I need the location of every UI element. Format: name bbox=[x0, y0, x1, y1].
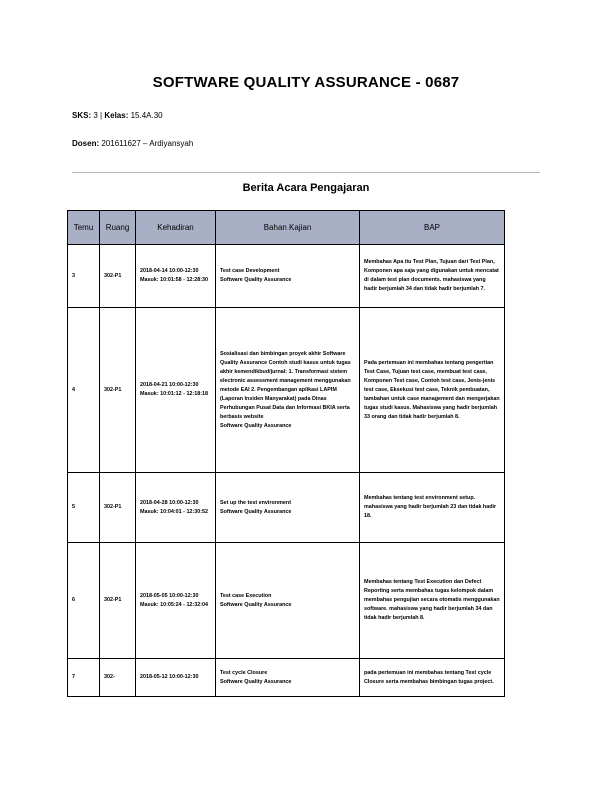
kelas-value: 15.4A.30 bbox=[130, 111, 163, 120]
cell-bahan-kajian bbox=[216, 245, 360, 308]
bap-table bbox=[67, 210, 505, 697]
header-bap: BAP bbox=[360, 211, 505, 245]
header-bahan-kajian: Bahan Kajian bbox=[216, 211, 360, 245]
cell-ruang: 302-P1 bbox=[100, 308, 136, 473]
attendance-time: Masuk: 10:01:58 - 12:28:30 bbox=[140, 277, 209, 283]
sks-label: SKS: bbox=[72, 111, 92, 120]
topic: Test case Development bbox=[220, 268, 280, 274]
cell-bap: Pada pertemuan ini membahas tentang pengertian Test Case, Tujuan test case, membuat test case, Komponen Test case, Contoh test case, Jenis-jenis test case, Eksekusi test case, Teknik pembuatan, tambahan untuk case management dan mengerjakan tugas studi kasus. Mahasiswa yang hadir berjumlah 33 orang dan tidak hadir berjumlah 8. bbox=[360, 308, 505, 473]
schedule-time: 2018-05-05 10:00-12:30 bbox=[140, 592, 199, 599]
course-meta-dosen bbox=[72, 139, 193, 148]
cell-bap: Membahas tentang Test Execution dan Defect Reporting serta membahas tugas kelompok dalam membahas pengujian secara otomatis menggunakan software. mahasiswa yang hadir berjumlah 34 dan tidak hadir berjumlah 8. bbox=[360, 543, 505, 659]
table-row bbox=[68, 473, 505, 543]
topic: Set up the test environment bbox=[220, 499, 291, 506]
attendance-time: Masuk: 10:04:01 - 12:30:52 bbox=[140, 508, 209, 515]
course-name: Software Quality Assurance bbox=[220, 422, 292, 429]
course-name: Software Quality Assurance bbox=[220, 601, 292, 608]
cell-temu: 5 bbox=[68, 473, 100, 543]
header-ruang: Ruang bbox=[100, 211, 136, 245]
cell-bahan-kajian bbox=[216, 308, 360, 473]
topic: Test cycle Closure bbox=[220, 669, 268, 676]
cell-ruang: 302-P1 bbox=[100, 473, 136, 543]
header-kehadiran: Kehadiran bbox=[136, 211, 216, 245]
topic: Test case Execution bbox=[220, 592, 272, 599]
schedule-time: 2018-04-28 10:00-12:30 bbox=[140, 499, 199, 506]
kelas-label: Kelas: bbox=[104, 111, 129, 120]
header-temu: Temu bbox=[68, 211, 100, 245]
schedule-time: 2018-04-14 10:00-12:30 bbox=[140, 268, 199, 274]
schedule-time: 2018-05-12 10:00-12:30 bbox=[140, 674, 199, 680]
cell-kehadiran bbox=[136, 473, 216, 543]
section-title: Berita Acara Pengajaran bbox=[242, 182, 370, 194]
cell-ruang: 302- bbox=[100, 659, 136, 697]
table-row bbox=[68, 308, 505, 473]
cell-bahan-kajian bbox=[216, 473, 360, 543]
cell-temu: 4 bbox=[68, 308, 100, 473]
cell-kehadiran bbox=[136, 543, 216, 659]
cell-temu: 6 bbox=[68, 543, 100, 659]
cell-kehadiran bbox=[136, 308, 216, 473]
table-row bbox=[68, 245, 505, 308]
schedule-time: 2018-04-21 10:00-12:30 bbox=[140, 382, 199, 388]
cell-ruang: 302-P1 bbox=[100, 245, 136, 308]
course-name: Software Quality Assurance bbox=[220, 678, 292, 685]
dosen-value: 201611627 – Ardiyansyah bbox=[101, 139, 194, 148]
cell-temu: 7 bbox=[68, 659, 100, 697]
course-meta-sks-kelas bbox=[72, 111, 163, 120]
cell-bap: pada pertemuan ini membahas tentang Test cycle Closure serta membahas bimbingan tugas project. bbox=[360, 659, 505, 697]
divider bbox=[72, 172, 540, 173]
table-row bbox=[68, 659, 505, 697]
table-header-row bbox=[68, 211, 505, 245]
cell-bahan-kajian bbox=[216, 659, 360, 697]
topic: Sosialisasi dan bimbingan proyek akhir Software Quality Assurance Contoh studi kasus untuk tugas akhir kemendikbud/jurnal: 1. Transformasi sistem electronic assessment management menggunakan metode EAI 2. Pengembangan aplikasi LAPIM (Laporan Insiden Manyarakat) pada Dinas Perhubungan Pusat Data dan Informasi BKIA serta berbasis website bbox=[220, 350, 351, 420]
course-name: Software Quality Assurance bbox=[220, 277, 292, 283]
cell-bap: Membahas Apa itu Test Plan, Tujuan dari Test Plan, Komponen apa saja yang digunakan untuk mencatat di dalam test plan documents. mahasiswa yang hadir berjumlah 34 dan tidak hadir berjumlah 7. bbox=[360, 245, 505, 308]
cell-bahan-kajian bbox=[216, 543, 360, 659]
table-row bbox=[68, 543, 505, 659]
sks-value: 3 | bbox=[93, 111, 105, 120]
cell-bap: Membahas tentang test environment setup. mahasiswa yang hadir berjumlah 23 dan tidak hadir 18. bbox=[360, 473, 505, 543]
cell-temu: 3 bbox=[68, 245, 100, 308]
cell-kehadiran bbox=[136, 245, 216, 308]
cell-ruang: 302-P1 bbox=[100, 543, 136, 659]
attendance-time: Masuk: 10:05:24 - 12:32:04 bbox=[140, 601, 209, 608]
course-name: Software Quality Assurance bbox=[220, 508, 292, 515]
page-title: SOFTWARE QUALITY ASSURANCE - 0687 bbox=[152, 74, 460, 91]
attendance-time: Masuk: 10:01:12 - 12:18:18 bbox=[140, 391, 209, 397]
dosen-label: Dosen: bbox=[72, 139, 100, 148]
cell-kehadiran bbox=[136, 659, 216, 697]
